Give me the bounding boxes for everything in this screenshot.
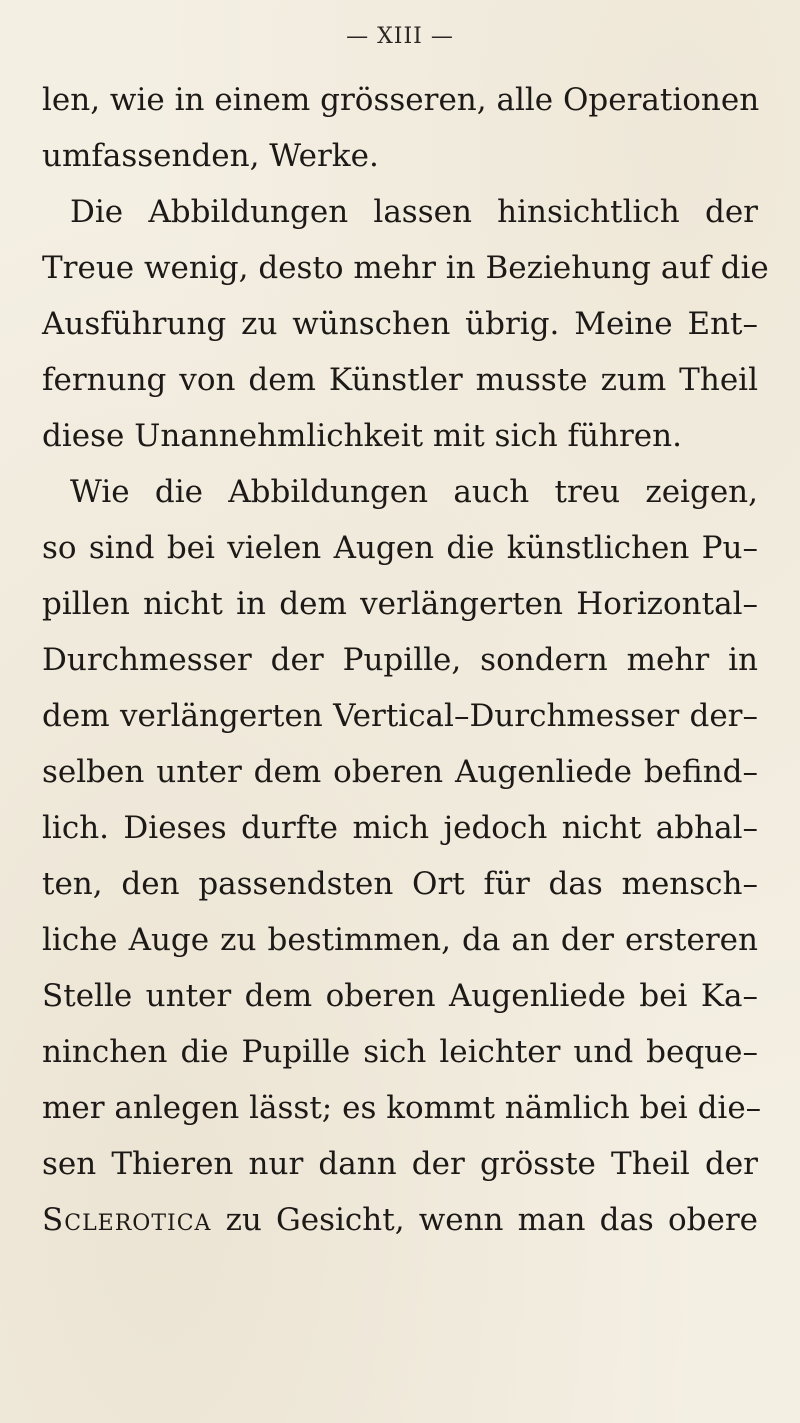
- text-line: umfassenden, Werke.: [42, 138, 379, 174]
- body-text: [42, 72, 769, 1248]
- text-line: selben unter dem oberen Augenliede befind–: [42, 754, 758, 790]
- text-line-rest: zu Gesicht, wenn man das obere: [211, 1202, 758, 1238]
- text-line: diese Unannehmlichkeit mit sich führen.: [42, 418, 682, 454]
- text-line: Stelle unter dem oberen Augenliede bei Ka–: [42, 978, 758, 1014]
- text-line: ten, den passendsten Ort für das mensch–: [42, 866, 758, 902]
- text-line: ninchen die Pupille sich leichter und beque–: [42, 1034, 758, 1070]
- text-line: Die Abbildungen lassen hinsichtlich der: [70, 194, 758, 230]
- text-line: Ausführung zu wünschen übrig. Meine Ent–: [42, 306, 758, 342]
- text-line: sen Thieren nur dann der grösste Theil der: [42, 1146, 758, 1182]
- text-line: dem verlängerten Vertical–Durchmesser der–: [42, 698, 758, 734]
- page-header: — XIII —: [346, 24, 454, 49]
- text-line: Wie die Abbildungen auch treu zeigen,: [70, 474, 758, 510]
- text-line: fernung von dem Künstler musste zum Theil: [42, 362, 758, 398]
- text-line: Treue wenig, desto mehr in Beziehung auf die: [42, 250, 769, 286]
- text-line: liche Auge zu bestimmen, da an der ersteren: [42, 922, 758, 958]
- text-line: mer anlegen lässt; es kommt nämlich bei die–: [42, 1090, 762, 1126]
- text-line-last: [42, 1192, 758, 1248]
- text-line: len, wie in einem grösseren, alle Operationen: [42, 82, 760, 118]
- text-line: lich. Dieses durfte mich jedoch nicht abhal–: [42, 810, 758, 846]
- text-line: so sind bei vielen Augen die künstlichen Pu–: [42, 530, 758, 566]
- smallcaps-term: Sclerotica: [42, 1202, 212, 1238]
- text-line: Durchmesser der Pupille, sondern mehr in: [42, 642, 758, 678]
- text-line: pillen nicht in dem verlängerten Horizontal–: [42, 586, 758, 622]
